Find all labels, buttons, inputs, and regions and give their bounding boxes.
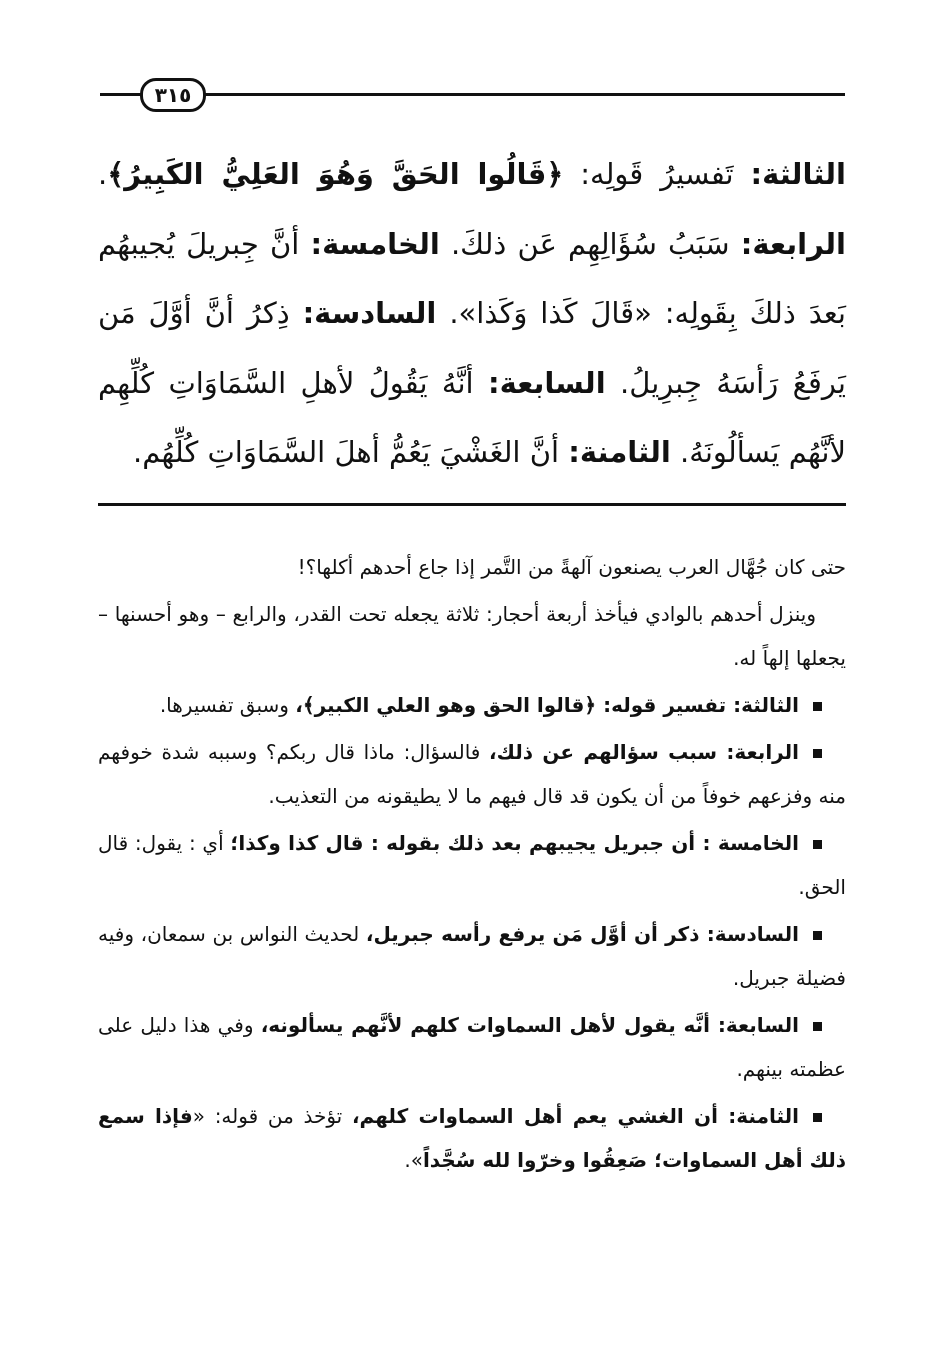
header-rule <box>195 93 845 96</box>
point-4-label: الرابعة: <box>740 226 846 261</box>
commentary-point-text: وسبق تفسيرها. <box>159 693 296 717</box>
commentary-point <box>98 1003 846 1091</box>
commentary-point <box>98 821 846 909</box>
commentary-point-label: السابعة: أنَّه يقول لأهل السماوات كلهم لأنَّهم يسألونه، <box>260 1013 799 1037</box>
point-7-label: السابعة: <box>487 365 606 400</box>
point-4-text: سَبَبُ سُؤَالِهِم عَن ذلكَ. <box>439 226 741 261</box>
commentary-point-label: الرابعة: سبب سؤالهم عن ذلك، <box>489 740 799 764</box>
bullet-square-icon <box>813 1113 822 1122</box>
hadith-quote: فإذا سمع ذلك أهل السماوات؛ صَعِقُوا وخرّوا لله سُجَّداً <box>98 1104 846 1172</box>
commentary <box>98 545 846 1185</box>
bullet-square-icon <box>813 931 822 940</box>
point-6-label: السادسة: <box>302 296 437 330</box>
bullet-square-icon <box>813 1022 822 1031</box>
bullet-square-icon <box>813 702 822 711</box>
commentary-point-end: ». <box>404 1148 423 1172</box>
commentary-point-text: فالسؤال: ماذا قال ربكم؟ وسببه شدة خوفهم منه وفزعهم خوفاً من أن يكون قد قال فيهم ما لا يطيقونه من التعذيب. <box>98 740 846 808</box>
commentary-point <box>98 730 846 818</box>
bullet-square-icon <box>813 840 822 849</box>
quran-quote: ﴿قَالُوا الحَقَّ وَهُوَ العَلِيُّ الكَبِيرُ﴾ <box>107 157 564 191</box>
point-7-text: أنَّهُ يَقُولُ لأهلِ السَّمَاوَاتِ كُلِّهِم لأنَّهُم يَسألُونَهُ. <box>98 365 846 469</box>
point-3-label: الثالثة: <box>750 157 846 191</box>
page-number: ٣١٥ <box>140 78 206 112</box>
commentary-point-text: وفي هذا دليل على عظمته بينهم. <box>98 1013 846 1081</box>
point-5-label: الخامسة: <box>310 226 440 261</box>
point-8-label: الثامنة: <box>568 435 671 469</box>
point-8-text: أنَّ الغَشْيَ يَعُمُّ أهلَ السَّمَاوَاتِ كُلِّهُم. <box>133 435 569 469</box>
commentary-paragraph: وينزل أحدهم بالوادي فيأخذ أربعة أحجار: ثلاثة يجعله تحت القدر، والرابع – وهو أحسنها – يجعلها إلهاً له. <box>98 602 846 670</box>
commentary-point <box>98 1094 846 1182</box>
main-text <box>98 140 846 488</box>
page-header <box>100 78 845 114</box>
commentary-paragraph: حتى كان جُهَّال العرب يصنعون آلهةً من التَّمر إذا جاع أحدهم أكلها؟! <box>297 555 846 579</box>
point-3-text: تَفسيرُ قَولِه: <box>563 157 751 191</box>
section-divider <box>98 503 846 506</box>
commentary-point-label: الخامسة : أن جبريل يجيبهم بعد ذلك بقوله : قال كذا وكذا؛ <box>230 831 799 855</box>
commentary-point-label: السادسة: ذكر أن أوَّل مَن يرفع رأسه جبريل، <box>365 922 799 946</box>
commentary-point-label: الثامنة: أن الغشي يعم أهل السماوات كلهم، <box>351 1104 799 1128</box>
point-6-text: ذِكرُ أنَّ أوَّلَ مَن يَرفَعُ رَأسَهُ جِبرِيلُ. <box>98 296 846 400</box>
point-3-end: . <box>98 157 108 191</box>
commentary-point-text: لحديث النواس بن سمعان، وفيه فضيلة جبريل. <box>98 922 846 990</box>
commentary-point-text: أي : يقول: قال الحق. <box>98 831 846 899</box>
point-5-text: أنَّ جِبريلَ يُجيبهُم بَعدَ ذلكَ بِقَولِه: «قَالَ كَذا وَكَذا». <box>98 226 846 330</box>
commentary-point <box>98 912 846 1000</box>
commentary-point-text: تؤخذ من قوله: « <box>192 1104 352 1128</box>
commentary-point-label: الثالثة: تفسير قوله: ﴿قالوا الحق وهو العلي الكبير﴾، <box>295 693 799 717</box>
bullet-square-icon <box>813 749 822 758</box>
header-rule-left <box>100 93 142 96</box>
commentary-point <box>98 683 846 727</box>
